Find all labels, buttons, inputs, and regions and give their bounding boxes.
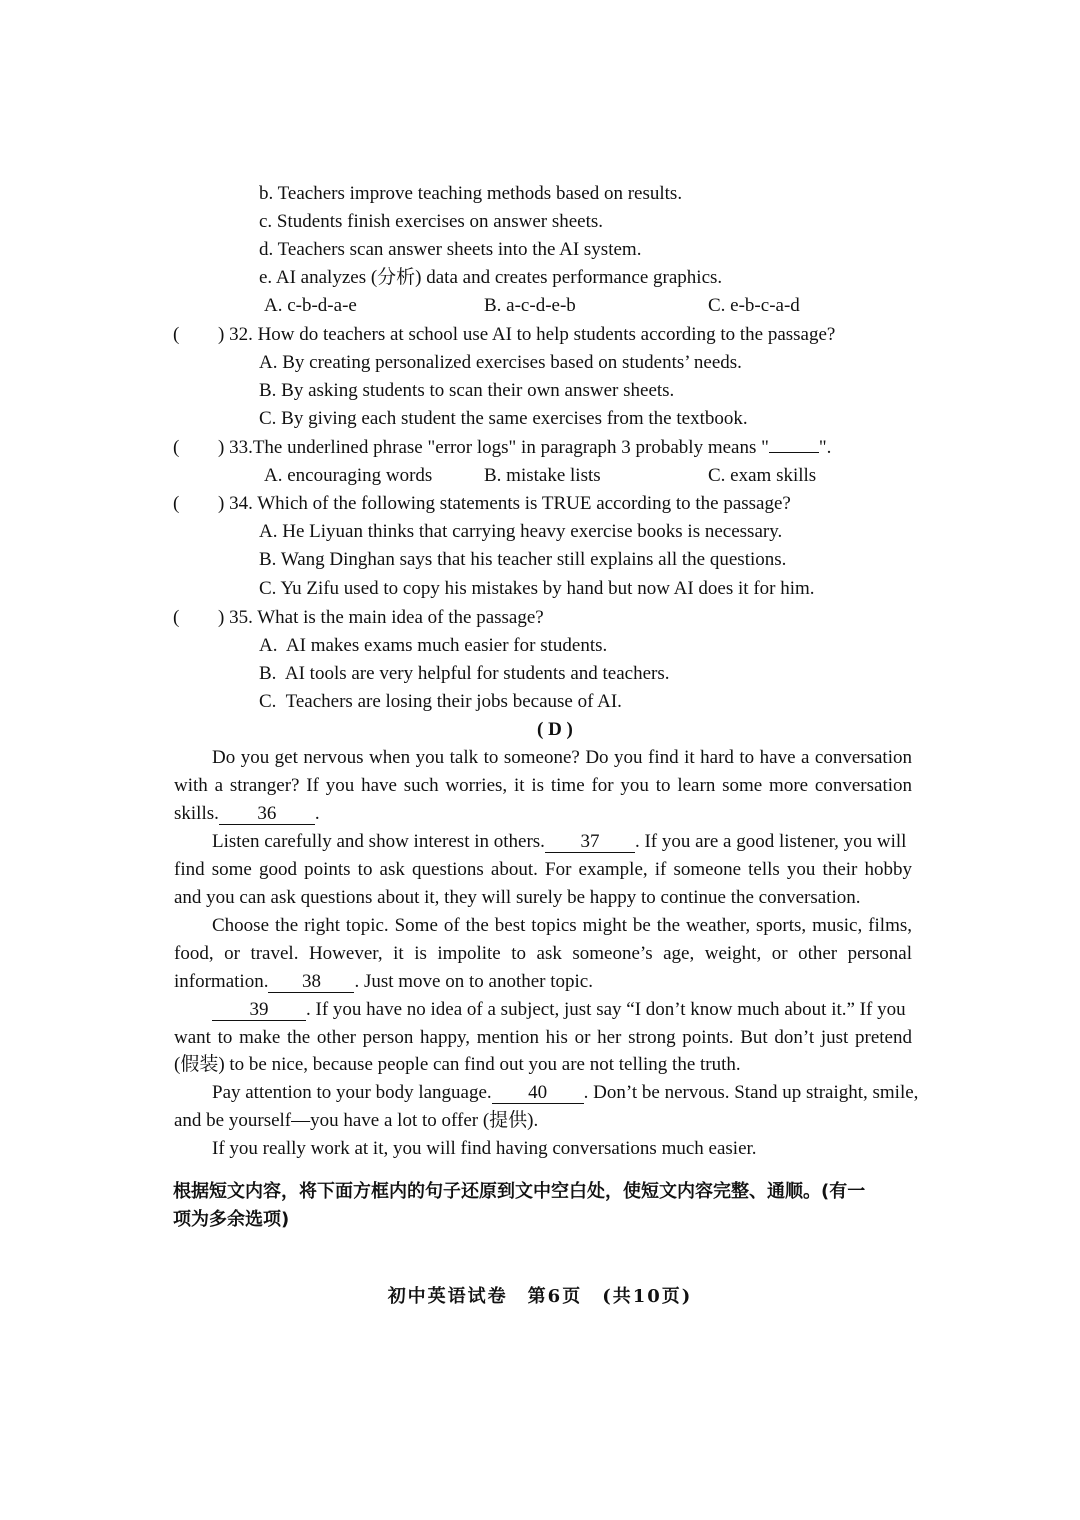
passage-line-2: with a stranger? If you have such worries, it is time for you to learn some more conversation [174, 775, 912, 796]
q34-option-a: A. He Liyuan thinks that carrying heavy exercise books is necessary. [259, 521, 783, 542]
answer-bracket-33[interactable]: ( [173, 437, 180, 458]
q31-step-b: b. Teachers improve teaching methods based on results. [259, 183, 683, 204]
instruction-line-1: 根据短文内容，将下面方框内的句子还原到文中空白处，使短文内容完整、通顺。(有一 [173, 1181, 866, 1202]
question-32-stem: ) 32. How do teachers at school use AI to help students according to the passage? [218, 324, 836, 345]
question-33-stem [218, 436, 831, 460]
q31-option-a: A. c-b-d-a-e [264, 295, 357, 316]
q31-option-b: B. a-c-d-e-b [484, 295, 576, 316]
q31-option-c: C. e-b-c-a-d [708, 295, 800, 316]
instruction-line-2: 项为多余选项) [173, 1209, 290, 1230]
question-33-stem-end: ". [818, 437, 832, 458]
q31-step-c: c. Students finish exercises on answer sheets. [259, 211, 604, 232]
q34-option-b: B. Wang Dinghan says that his teacher still explains all the questions. [259, 549, 787, 570]
passage-line-8: food, or travel. However, it is impolite to ask someone’s age, weight, or other personal [174, 943, 912, 964]
q33-option-b: B. mistake lists [484, 465, 601, 486]
q35-option-b: B. AI tools are very helpful for students and teachers. [259, 663, 670, 684]
section-d-heading: ( D ) [537, 719, 573, 740]
q34-option-c: C. Yu Zifu used to copy his mistakes by hand but now AI does it for him. [259, 578, 815, 599]
q33-option-a: A. encouraging words [264, 465, 433, 486]
q35-option-c: C. Teachers are losing their jobs because of AI. [259, 691, 622, 712]
q31-step-d: d. Teachers scan answer sheets into the AI system. [259, 239, 642, 260]
blank-39[interactable]: 39 [212, 1000, 306, 1021]
passage-line-3: skills. 36 . [174, 803, 320, 824]
q32-option-b: B. By asking students to scan their own answer sheets. [259, 380, 675, 401]
passage-line-1: Do you get nervous when you talk to someone? Do you find it hard to have a conversation [212, 747, 912, 768]
q33-option-c: C. exam skills [708, 465, 817, 486]
q32-option-c: C. By giving each student the same exercises from the textbook. [259, 408, 748, 429]
blank-38[interactable]: 38 [268, 972, 354, 993]
passage-line-10-end: . If you have no idea of a subject, just say “I don’t know much about it.” If you [306, 999, 906, 1020]
q35-option-a: A. AI makes exams much easier for students. [259, 635, 608, 656]
passage-line-7: Choose the right topic. Some of the best topics might be the weather, sports, music, films, [212, 915, 912, 936]
question-33-blank[interactable] [769, 452, 819, 453]
q31-step-e: e. AI analyzes (分析) data and creates performance graphics. [259, 267, 723, 288]
page-footer: 初中英语试卷 第6页 (共10页) [387, 1286, 693, 1307]
blank-37[interactable]: 37 [545, 832, 635, 853]
passage-line-9 [174, 970, 593, 994]
passage-line-9-end: . Just move on to another topic. [354, 971, 593, 992]
blank-36[interactable]: 36 [219, 804, 315, 825]
passage-line-14: and be yourself—you have a lot to offer (提供). [174, 1110, 539, 1131]
question-34-stem: ) 34. Which of the following statements is TRUE according to the passage? [218, 493, 791, 514]
passage-line-3-text: skills. [174, 803, 219, 824]
answer-bracket-34[interactable]: ( [173, 493, 180, 514]
passage-line-6: and you can ask questions about it, they will surely be happy to continue the conversation. [174, 887, 861, 908]
passage-line-11: want to make the other person happy, mention his or her strong points. But don’t just pretend [174, 1027, 912, 1048]
passage-line-5: find some good points to ask questions about. For example, if someone tells you their hobby [174, 859, 912, 880]
passage-line-13 [212, 1081, 918, 1105]
answer-bracket-32[interactable]: ( [173, 324, 180, 345]
question-35-stem: ) 35. What is the main idea of the passage? [218, 607, 544, 628]
q32-option-a: A. By creating personalized exercises based on students’ needs. [259, 352, 742, 373]
question-33-stem-text: ) 33.The underlined phrase "error logs" in paragraph 3 probably means " [218, 437, 769, 458]
answer-bracket-35[interactable]: ( [173, 607, 180, 628]
passage-line-13-end: . Don’t be nervous. Stand up straight, smile, [583, 1082, 919, 1103]
passage-line-4-text: Listen carefully and show interest in others. [212, 831, 545, 852]
passage-line-12: (假装) to be nice, because people can find out you are not telling the truth. [174, 1054, 741, 1075]
passage-line-13-text: Pay attention to your body language. [212, 1082, 492, 1103]
passage-line-10 [212, 998, 906, 1022]
passage-line-15: If you really work at it, you will find having conversations much easier. [212, 1138, 757, 1159]
passage-line-4 [212, 830, 906, 854]
passage-line-4-end: . If you are a good listener, you will [634, 831, 907, 852]
blank-40[interactable]: 40 [492, 1083, 584, 1104]
passage-line-9-text: information. [174, 971, 269, 992]
